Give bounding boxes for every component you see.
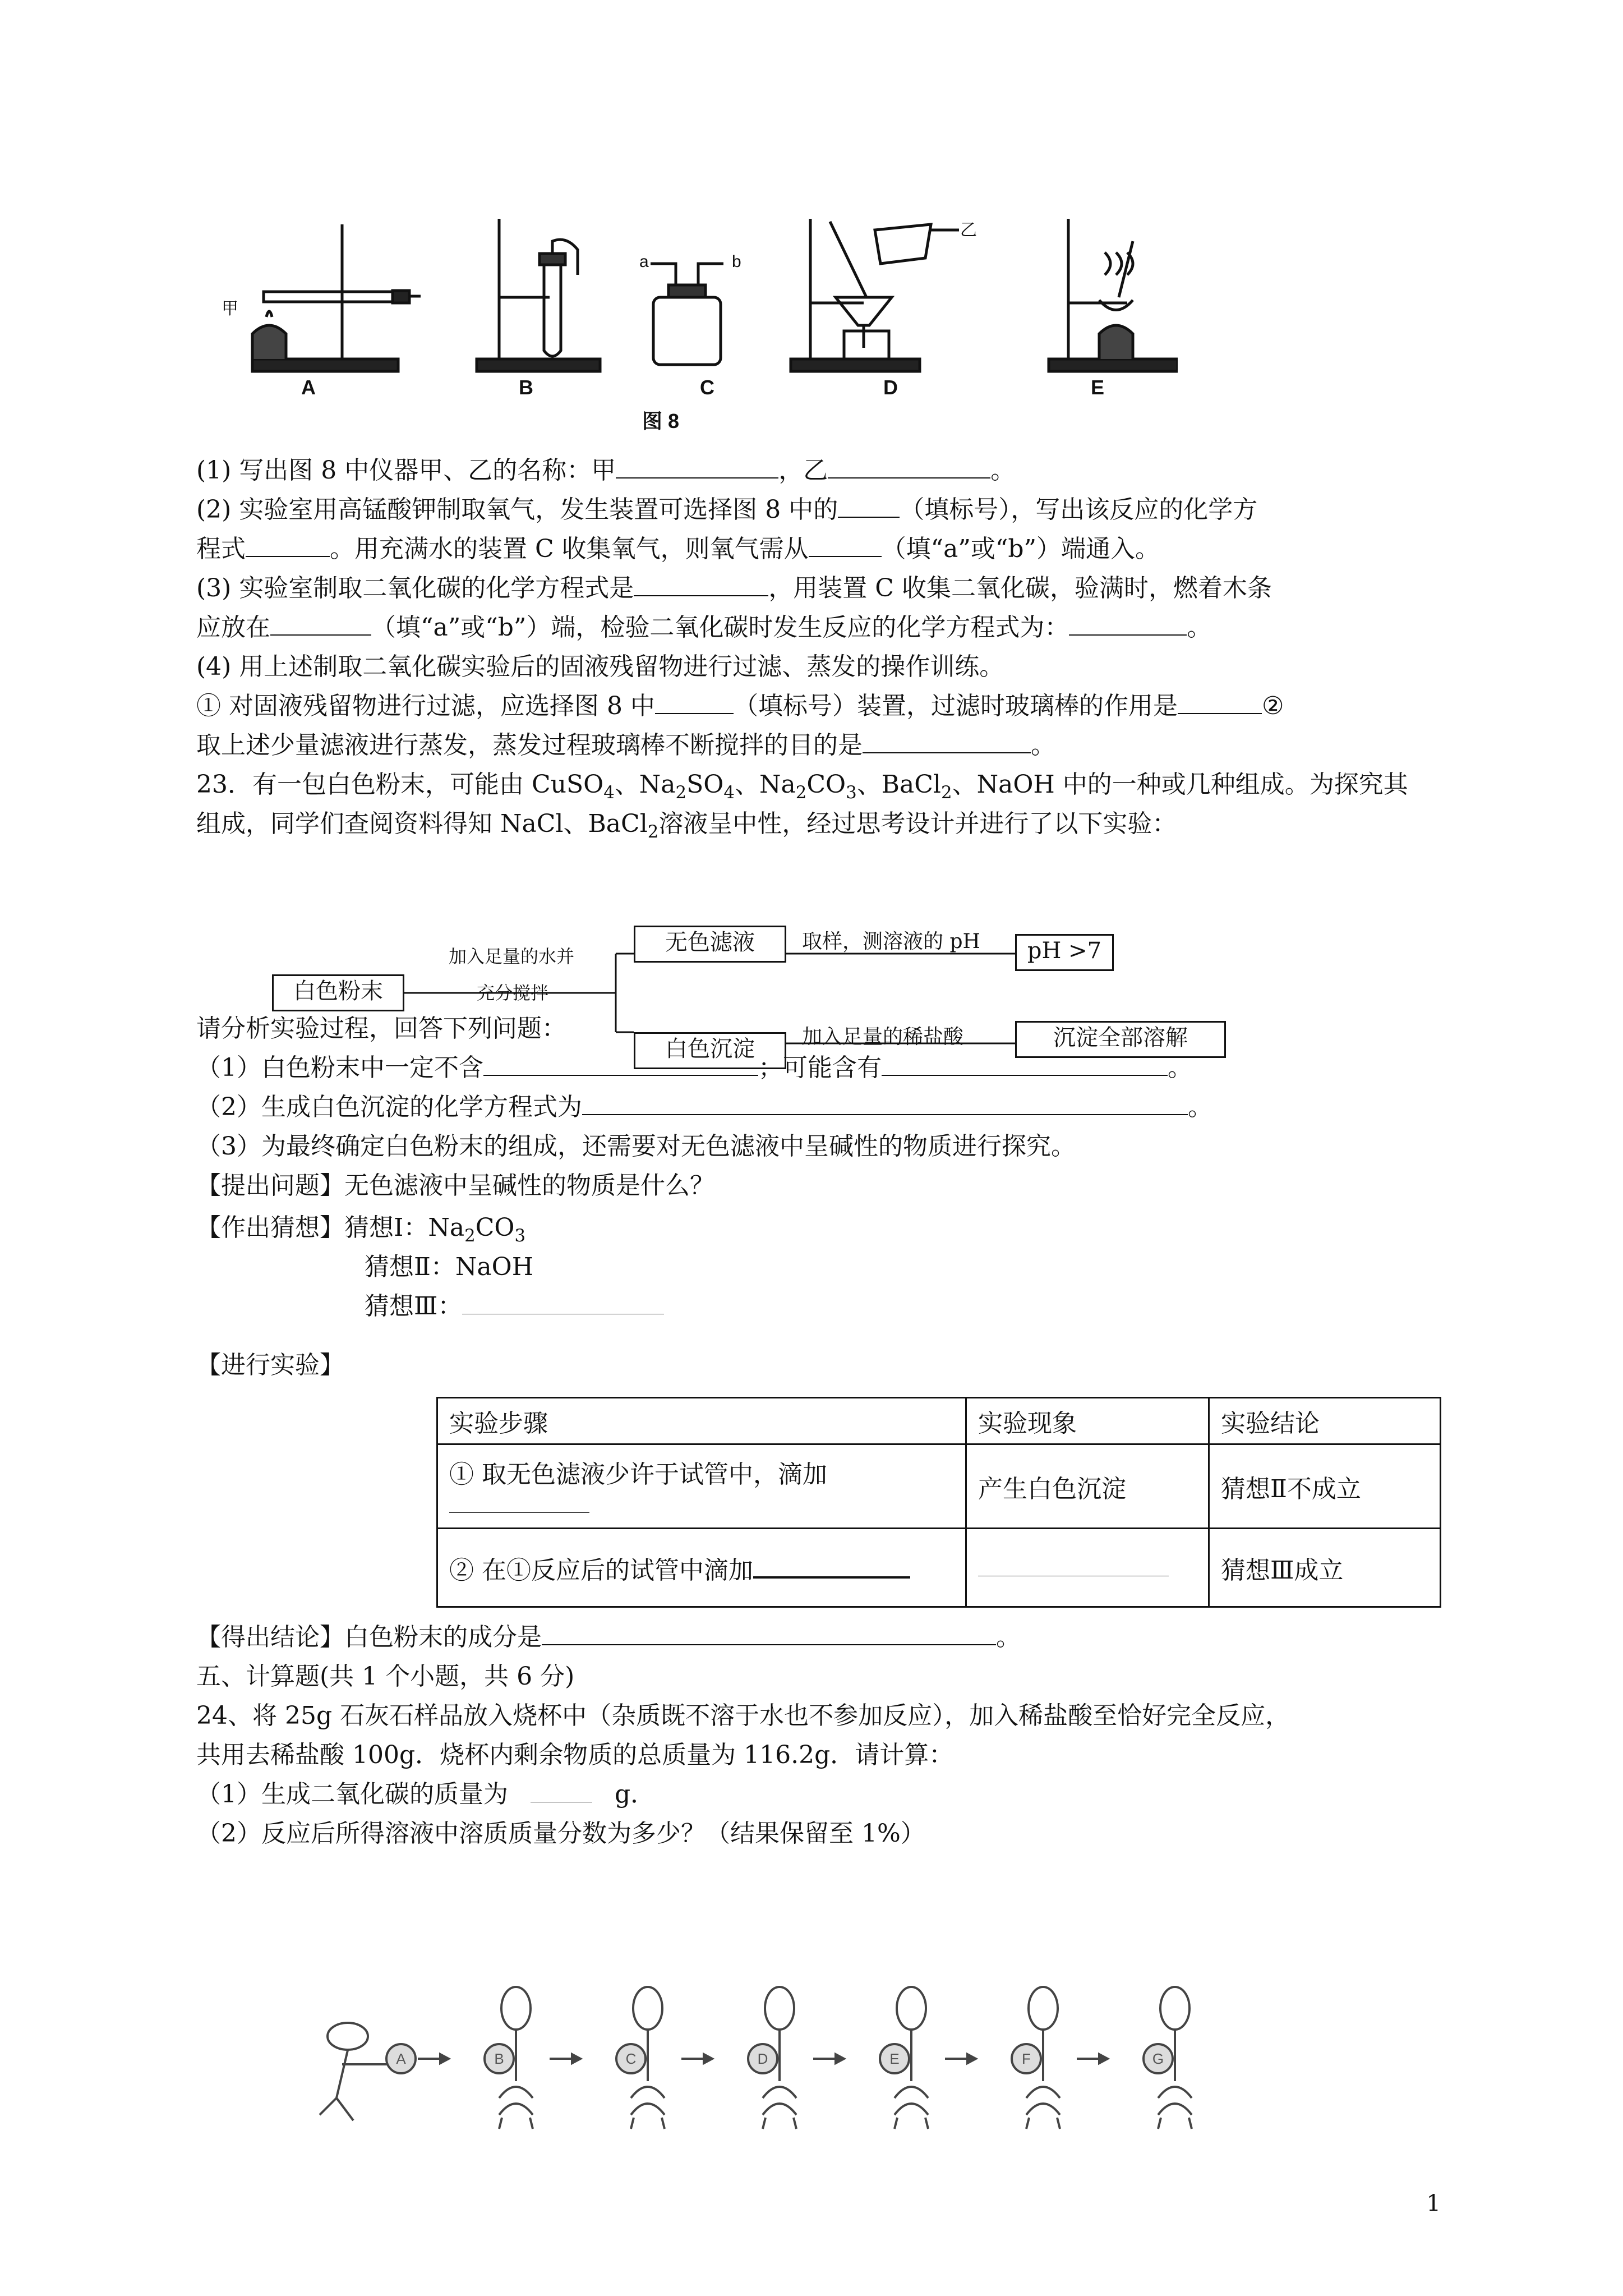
chain-letter-d: D	[757, 2050, 768, 2067]
flow-step1-bottom: 充分搅拌	[477, 982, 549, 1004]
q23-experiment-label: 【进行实验】	[196, 1351, 344, 1379]
footer-figure-chain	[314, 1986, 1267, 2132]
q23-hypothesis-2: 猜想Ⅱ：NaOH	[365, 1253, 534, 1281]
blank-co2-mass[interactable]	[531, 1779, 592, 1802]
chain-letter-e: E	[889, 2050, 900, 2067]
flow-box-dissolve: 沉淀全部溶解	[1015, 1021, 1226, 1058]
chain-letter-g: G	[1152, 2050, 1164, 2067]
q23-hypothesis-3: 猜想Ⅲ：	[365, 1290, 664, 1323]
jia-label: 甲	[222, 300, 238, 318]
flow-box-precipitate: 白色沉淀	[634, 1032, 786, 1069]
q23-hypothesis-1: 【作出猜想】猜想Ⅰ：$Na_2CO_3$	[196, 1213, 526, 1246]
q22-line-3: 程式 。用充满水的装置 C 收集氧气，则氧气需从 （填“a”或“b”）端通入。	[196, 535, 1160, 563]
table-row	[437, 1529, 1441, 1607]
flow-box-white-powder: 白色粉末	[272, 974, 404, 1011]
table-header-conclusion: 实验结论	[1209, 1398, 1441, 1444]
q23-intro-1: 23．有一包白色粉末，可能由 CuSO$_4$、$Na_2SO_4$、$Na_2CO_3$、BaCl$_2$、NaOH 中的一种或几种组成。为探究其	[196, 770, 1408, 803]
q23-answer-2: （2）生成白色沉淀的化学方程式为 。	[196, 1093, 1212, 1121]
table-header-row	[437, 1398, 1441, 1444]
step1-observation: 产生白色沉淀	[966, 1444, 1209, 1529]
chain-letter-c: C	[625, 2050, 637, 2067]
blank-step2-reagent[interactable]	[753, 1554, 910, 1579]
apparatus-label-d: D	[883, 376, 898, 399]
apparatus-label-e: E	[1091, 376, 1105, 399]
figure-caption: 图 8	[642, 409, 680, 432]
chain-letter-a: A	[396, 2050, 406, 2067]
step2-conclusion: 猜想Ⅲ成立	[1209, 1529, 1441, 1607]
page-number: 1	[1426, 2191, 1441, 2216]
section-5-heading: 五、计算题(共 1 个小题，共 6 分)	[196, 1662, 575, 1691]
q22-line-5: 应放在 （填“a”或“b”）端，检验二氧化碳时发生反应的化学方程式为： 。	[196, 613, 1212, 642]
step2-text: ② 在①反应后的试管中滴加	[449, 1556, 753, 1585]
port-a-label: a	[639, 252, 649, 271]
q23-conclusion: 【得出结论】白色粉末的成分是 。	[196, 1623, 1021, 1651]
blank-not-contain[interactable]	[483, 1052, 758, 1076]
flow-add-acid: 加入足量的稀盐酸	[802, 1025, 964, 1048]
blank-powder-composition[interactable]	[542, 1622, 996, 1645]
q23-ask: 请分析实验过程，回答下列问题：	[196, 1014, 566, 1043]
q23-question: 【提出问题】无色滤液中呈碱性的物质是什么？	[196, 1171, 714, 1200]
blank-step1-reagent[interactable]	[449, 1490, 589, 1513]
q22-line-1: (1) 写出图 8 中仪器甲、乙的名称：甲 ，乙 。	[196, 456, 1016, 485]
q22-line-8: 取上述少量滤液进行蒸发，蒸发过程玻璃棒不断搅拌的目的是 。	[196, 731, 1055, 760]
table-row	[437, 1444, 1441, 1529]
flow-step1-top: 加入足量的水并	[449, 946, 575, 967]
q22-line-2: (2) 实验室用高锰酸钾制取氧气，发生装置可选择图 8 中的 （填标号），写出该反应的化学方	[196, 495, 1258, 524]
blank-may-contain[interactable]	[882, 1052, 1168, 1076]
q22-line-6: (4) 用上述制取二氧化碳实验后的固液残留物进行过滤、蒸发的操作训练。	[196, 652, 1004, 681]
q24-line-1: 24、将 25g 石灰石样品放入烧杯中（杂质既不溶于水也不参加反应），加入稀盐酸至恰好完全反应，	[196, 1701, 1290, 1730]
table-header-observation: 实验现象	[966, 1398, 1209, 1444]
chain-letter-b: B	[494, 2050, 504, 2067]
blank-step2-observation[interactable]	[978, 1553, 1169, 1576]
q22-line-4: (3) 实验室制取二氧化碳的化学方程式是 ，用装置 C 收集二氧化碳，验满时，燃着木条	[196, 574, 1272, 602]
step1-conclusion: 猜想Ⅱ不成立	[1209, 1444, 1441, 1529]
q22-line-7: ① 对固液残留物进行过滤，应选择图 8 中 （填标号）装置，过滤时玻璃棒的作用是 ②	[196, 692, 1284, 720]
q24-line-4: （2）反应后所得溶液中溶质质量分数为多少？（结果保留至 1%）	[196, 1819, 925, 1848]
blank-precipitate-equation[interactable]	[582, 1092, 1188, 1115]
q24-line-3: （1）生成二氧化碳的质量为 g．	[196, 1780, 656, 1809]
table-header-step: 实验步骤	[437, 1398, 966, 1444]
flow-test-ph: 取样，测溶液的 pH	[802, 930, 980, 953]
chain-letter-f: F	[1022, 2050, 1031, 2067]
experiment-table	[436, 1397, 1441, 1608]
yi-label: 乙	[960, 221, 977, 240]
q23-intro-2: 组成，同学们查阅资料得知 NaCl、BaCl$_2$溶液呈中性，经过思考设计并进行了以下实验：	[196, 809, 1177, 842]
apparatus-label-b: B	[519, 376, 533, 399]
apparatus-label-c: C	[700, 376, 714, 399]
q23-answer-3: （3）为最终确定白色粉末的组成，还需要对无色滤液中呈碱性的物质进行探究。	[196, 1132, 1076, 1161]
q23-answer-1: （1）白色粉末中一定不含 ；可能含有 。	[196, 1053, 1192, 1082]
port-b-label: b	[732, 252, 741, 271]
q24-line-2: 共用去稀盐酸 100g．烧杯内剩余物质的总质量为 116.2g．请计算：	[196, 1741, 954, 1769]
blank-hypothesis-3[interactable]	[462, 1291, 664, 1314]
flow-box-filtrate: 无色滤液	[634, 926, 786, 963]
step1-text: ① 取无色滤液少许于试管中，滴加	[449, 1460, 827, 1489]
flow-box-ph: pH >7	[1015, 934, 1114, 971]
apparatus-label-a: A	[301, 376, 316, 399]
